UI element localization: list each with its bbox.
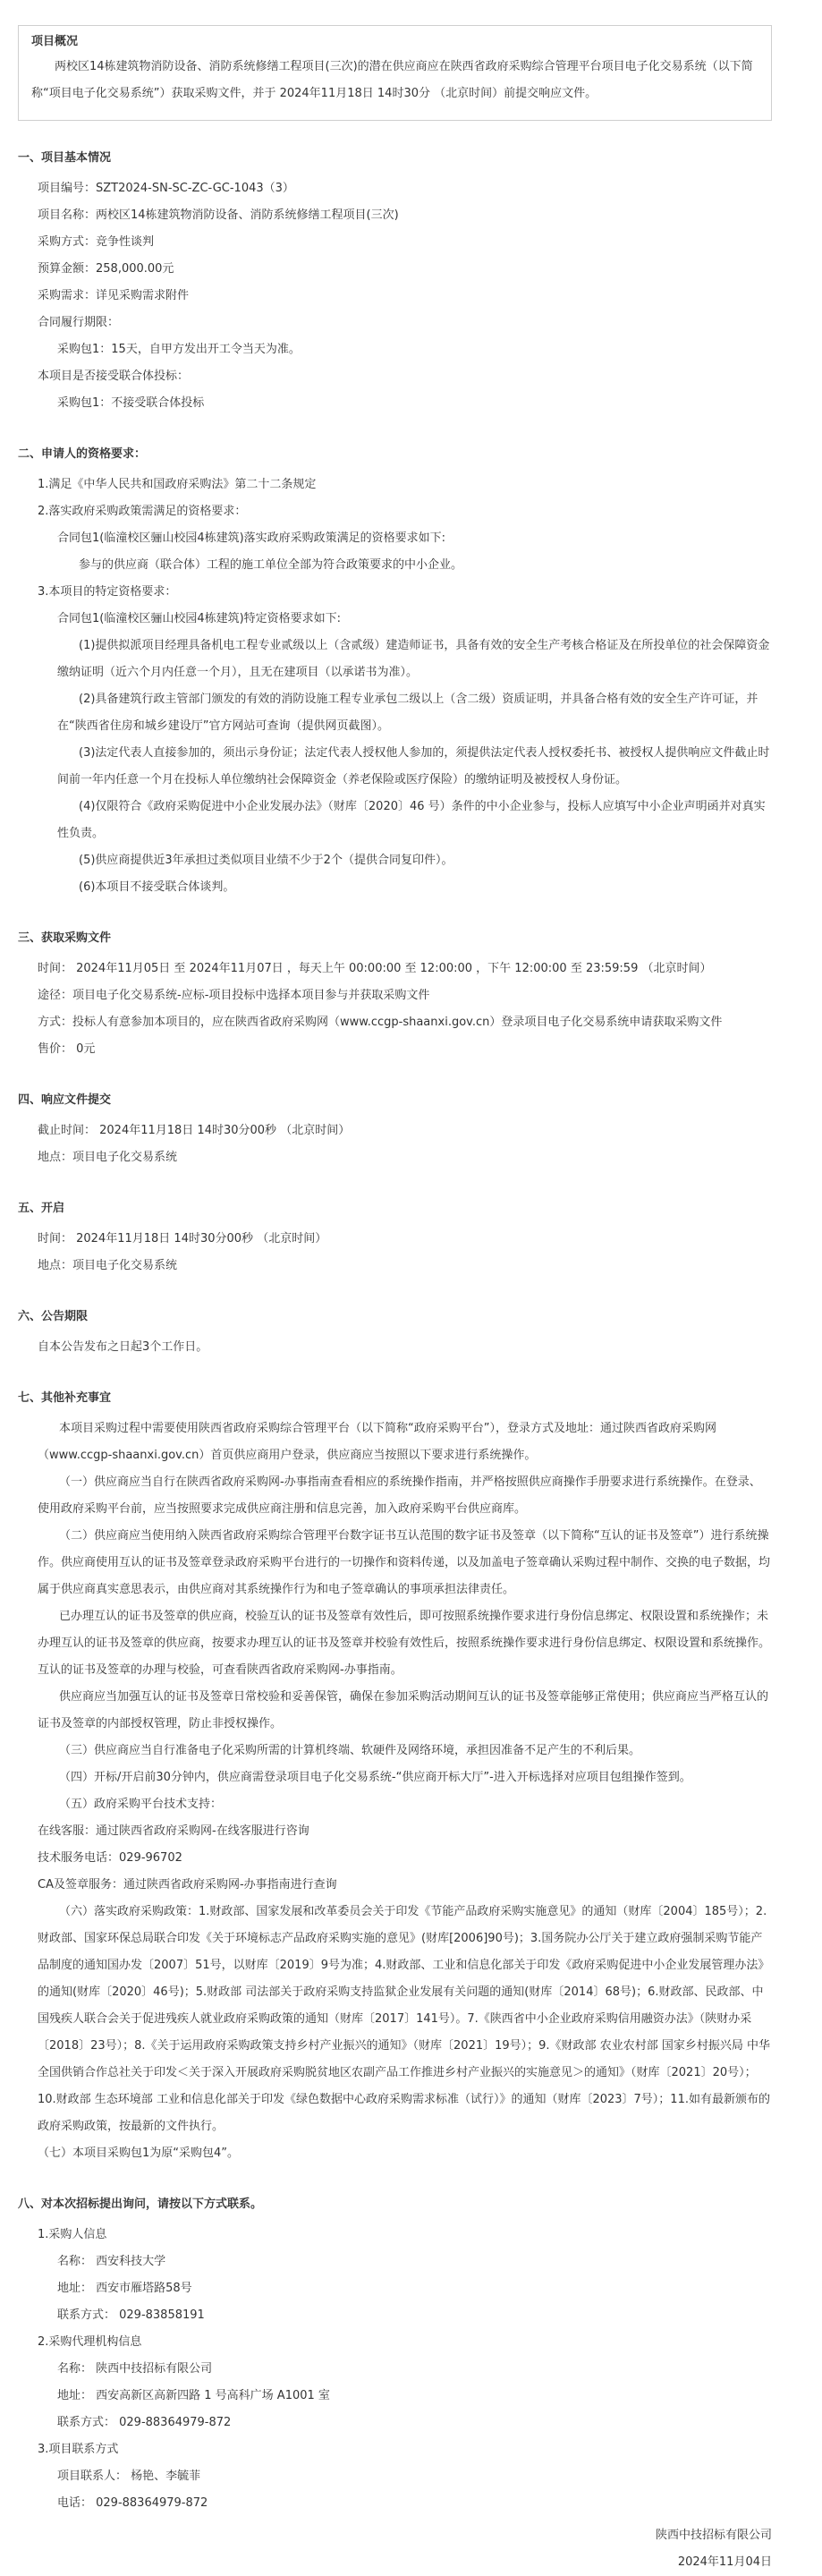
support-ca-service: CA及签章服务：通过陕西省政府采购网-办事指南进行查询 bbox=[38, 1878, 337, 1892]
agency-name: 名称： 陕西中技招标有限公司 bbox=[57, 2362, 213, 2376]
qualification-item: (1)提供拟派项目经理具备机电工程专业贰级以上（含贰级）建造师证书，具备有效的安全生产考核合格证及在所投单位的社会保障资金缴纳证明（近六个月内任意一个月），且无在建项目（以承诺书为准）。 bbox=[57, 639, 770, 679]
qualification-line: 合同包1(临潼校区骊山校园4栋建筑)落实政府采购政策满足的资格要求如下: bbox=[57, 531, 446, 545]
qualification-item: (2)具备建筑行政主管部门颁发的有效的消防设施工程专业承包二级以上（含二级）资质证明，并具备合格有效的安全生产许可证，并在“陕西省住房和城乡建设厅”官方网站可查询（提供网页截图）。 bbox=[57, 693, 758, 733]
purchaser-name: 名称： 西安科技大学 bbox=[57, 2255, 166, 2268]
section-contact bbox=[18, 2194, 772, 2517]
qualification-line: 3.本项目的特定资格要求： bbox=[38, 585, 177, 599]
signature-organization: 陕西中技招标有限公司 bbox=[655, 2529, 772, 2542]
qualification-item: (6)本项目不接受联合体谈判。 bbox=[79, 880, 235, 894]
support-phone: 技术服务电话：029-96702 bbox=[38, 1851, 182, 1865]
supplementary-note: （七）本项目采购包1为原“采购包4”。 bbox=[38, 2147, 240, 2160]
supplementary-paragraph: 供应商应当加强互认的证书及签章日常校验和妥善保管，确保在参加采购活动期间互认的证书及签章能够正常使用；供应商应当严格互认的证书及签章的内部授权管理，防止非授权操作。 bbox=[38, 1690, 769, 1730]
policy-paragraph: （六）落实政府采购政策：1.财政部、国家发展和改革委员会关于印发《节能产品政府采购实施意见》的通知（财库〔2004〕185号）；2.财政部、国家环保总局联合印发《关于环境标志产品政府采购实施的意见》(财库[2006]90号)；3.国务院办公厅关于建立政府强制采购节能产品制度的通知国办发〔2007〕51号，以财库〔2019〕9号为准；4.财政部、工业和信息化部关于印发《政府采购促进中小企业发展管理办法》的通知(财库〔2020〕46号)；5.财政部 司法部关于政府采购支持监狱企业发展有关问题的通知(财库〔2014〕68号)；6.财政部、民政部、中国残疾人联合会关于促进残疾人就业政府采购政策的通知（财库〔2017〕141号）。7.《陕西省中小企业政府采购信用融资办法》（陕财办采〔2018〕23号）；8.《关于运用政府采购政策支持乡村产业振兴的通知》（财库〔2021〕19号）；9.《财政部 农业农村部 国家乡村振兴局 中华全国供销合作总社关于印发＜关于深入开展政府采购脱贫地区农副产品工作推进乡村产业振兴的实施意见＞的通知》（财库〔2021〕20号）；10.财政部 生态环境部 工业和信息化部关于印发《绿色数据中心政府采购需求标准（试行）》的通知（财库〔2023〕7号）；11.如有最新颁布的政府采购政策，按最新的文件执行。 bbox=[38, 1905, 770, 2133]
agency-title: 2.采购代理机构信息 bbox=[38, 2335, 142, 2349]
section-heading: 四、响应文件提交 bbox=[18, 1093, 112, 1107]
supplementary-paragraph: （四）开标/开启前30分钟内，供应商需登录项目电子化交易系统-“供应商开标大厅”-进入开标选择对应项目包组操作签到。 bbox=[59, 1771, 691, 1784]
submission-place: 地点：项目电子化交易系统 bbox=[38, 1151, 178, 1164]
contract-period-title: 合同履行期限： bbox=[38, 316, 120, 329]
section-heading: 五、开启 bbox=[18, 1202, 65, 1215]
purchaser-title: 1.采购人信息 bbox=[38, 2228, 107, 2241]
section-heading: 七、其他补充事宜 bbox=[18, 1391, 112, 1405]
section-submission bbox=[18, 1090, 772, 1171]
section-opening bbox=[18, 1198, 772, 1279]
section-heading: 八、对本次招标提出询问，请按以下方式联系。 bbox=[18, 2198, 263, 2211]
overview-title: 项目概况 bbox=[31, 35, 79, 48]
supplementary-paragraph: 已办理互认的证书及签章的供应商，校验互认的证书及签章有效性后，即可按照系统操作要求进行身份信息绑定、权限设置和系统操作；未办理互认的证书及签章的供应商，按要求办理互认的证书及签章并校验有效性后，按照系统操作要求进行身份信息绑定、权限设置和系统操作。互认的证书及签章的办理与校验，可查看陕西省政府采购网-办事指南。 bbox=[38, 1610, 771, 1677]
signature-date: 2024年11月04日 bbox=[677, 2555, 772, 2569]
obtain-method: 方式：投标人有意参加本项目的，应在陕西省政府采购网（www.ccgp-shaanxi.gov.cn）登录项目电子化交易系统申请获取采购文件 bbox=[38, 1016, 723, 1029]
qualification-line: 合同包1(临潼校区骊山校园4栋建筑)特定资格要求如下: bbox=[57, 612, 342, 625]
opening-place: 地点：项目电子化交易系统 bbox=[38, 1259, 178, 1272]
support-online-service: 在线客服：通过陕西省政府采购网-在线客服进行咨询 bbox=[38, 1824, 309, 1838]
section-heading: 三、获取采购文件 bbox=[18, 931, 112, 945]
consortium-title: 本项目是否接受联合体投标： bbox=[38, 370, 190, 383]
purchaser-phone: 联系方式： 029-83858191 bbox=[57, 2308, 205, 2322]
obtain-time: 时间： 2024年11月05日 至 2024年11月07日 ，每天上午 00:00:00 至 12:00:00 ，下午 12:00:00 至 23:59:59 （北京时间） bbox=[38, 962, 712, 975]
overview-text: 两校区14栋建筑物消防设备、消防系统修缮工程项目(三次)的潜在供应商应在陕西省政府采购综合管理平台项目电子化交易系统（以下简称“项目电子化交易系统”）获取采购文件，并于 2024年11月18日 14时30分 （北京时间）前提交响应文件。 bbox=[31, 60, 753, 100]
submission-deadline: 截止时间： 2024年11月18日 14时30分00秒 （北京时间） bbox=[38, 1124, 351, 1137]
procurement-method: 采购方式：竞争性谈判 bbox=[38, 235, 155, 249]
section-notice-period bbox=[18, 1306, 772, 1361]
section-heading: 六、公告期限 bbox=[18, 1310, 89, 1323]
contact-title: 3.项目联系方式 bbox=[38, 2443, 119, 2456]
consortium-line: 采购包1：不接受联合体投标 bbox=[57, 396, 205, 410]
project-overview-box bbox=[18, 25, 772, 121]
section-heading: 一、项目基本情况 bbox=[18, 151, 112, 165]
budget-amount: 预算金额：258,000.00元 bbox=[38, 262, 174, 276]
agency-address: 地址： 西安高新区高新四路 1 号高科广场 A1001 室 bbox=[57, 2389, 330, 2402]
section-supplementary bbox=[18, 1388, 772, 2167]
supplementary-paragraph: 本项目采购过程中需要使用陕西省政府采购综合管理平台（以下简称“政府采购平台”），登录方式及地址：通过陕西省政府采购网（www.ccgp-shaanxi.gov.cn）首页供应商用户登录，供应商应当按照以下要求进行系统操作。 bbox=[38, 1422, 716, 1462]
section-obtain-documents bbox=[18, 928, 772, 1063]
contact-person: 项目联系人： 杨艳、李毓菲 bbox=[57, 2470, 201, 2483]
section-qualifications bbox=[18, 444, 772, 901]
project-name: 项目名称：两校区14栋建筑物消防设备、消防系统修缮工程项目(三次) bbox=[38, 208, 399, 222]
supplementary-paragraph: （五）政府采购平台技术支持： bbox=[59, 1798, 223, 1811]
qualification-line: 2.落实政府采购政策需满足的资格要求： bbox=[38, 505, 247, 518]
qualification-line: 1.满足《中华人民共和国政府采购法》第二十二条规定 bbox=[38, 478, 317, 491]
obtain-route: 途径：项目电子化交易系统-应标-项目投标中选择本项目参与并获取采购文件 bbox=[38, 989, 430, 1002]
opening-time: 时间： 2024年11月18日 14时30分00秒 （北京时间） bbox=[38, 1232, 327, 1245]
obtain-price: 售价： 0元 bbox=[38, 1042, 96, 1056]
agency-phone: 联系方式： 029-88364979-872 bbox=[57, 2416, 232, 2429]
qualification-item: (3)法定代表人直接参加的，须出示身份证；法定代表人授权他人参加的，须提供法定代表人授权委托书、被授权人提供响应文件截止时间前一年内任意一个月在投标人单位缴纳社会保障资金（养老保险或医疗保险）的缴纳证明及被授权人身份证。 bbox=[57, 746, 770, 786]
contract-period-line: 采购包1：15天，自甲方发出开工令当天为准。 bbox=[57, 343, 301, 356]
supplementary-paragraph: （二）供应商应当使用纳入陕西省政府采购综合管理平台数字证书互认范围的数字证书及签章（以下简称“互认的证书及签章”）进行系统操作。供应商使用互认的证书及签章登录政府采购平台进行的一切操作和资料传递，以及加盖电子签章确认采购过程中制作、交换的电子数据，均属于供应商真实意思表示，由供应商对其系统操作行为和电子签章确认的事项承担法律责任。 bbox=[38, 1529, 771, 1596]
qualification-line: 参与的供应商（联合体）工程的施工单位全部为符合政策要求的中小企业。 bbox=[79, 558, 463, 572]
purchaser-address: 地址： 西安市雁塔路58号 bbox=[57, 2282, 192, 2295]
supplementary-paragraph: （三）供应商应当自行准备电子化采购所需的计算机终端、软硬件及网络环境，承担因准备不足产生的不利后果。 bbox=[59, 1744, 641, 1757]
qualification-item: (4)仅限符合《政府采购促进中小企业发展办法》（财库〔2020〕46 号）条件的中小企业参与，投标人应填写中小企业声明函并对真实性负责。 bbox=[57, 800, 766, 840]
contact-phone: 电话： 029-88364979-872 bbox=[57, 2496, 208, 2510]
procurement-demand: 采购需求：详见采购需求附件 bbox=[38, 289, 190, 302]
section-basic-info bbox=[18, 148, 772, 417]
project-number: 项目编号：SZT2024-SN-SC-ZC-GC-1043（3） bbox=[38, 182, 294, 195]
qualification-item: (5)供应商提供近3年承担过类似项目业绩不少于2个（提供合同复印件）。 bbox=[79, 854, 453, 867]
section-heading: 二、申请人的资格要求： bbox=[18, 447, 147, 461]
notice-period-text: 自本公告发布之日起3个工作日。 bbox=[38, 1340, 208, 1354]
supplementary-paragraph: （一）供应商应当自行在陕西省政府采购网-办事指南查看相应的系统操作指南，并严格按照供应商操作手册要求进行系统操作。在登录、使用政府采购平台前，应当按照要求完成供应商注册和信息完善，加入政府采购平台供应商库。 bbox=[38, 1475, 761, 1516]
